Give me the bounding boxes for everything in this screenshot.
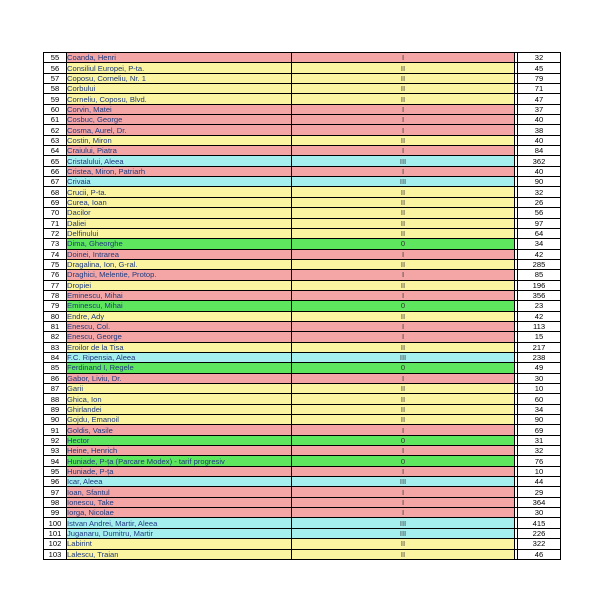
zone-cell: II <box>292 135 515 145</box>
street-name: Ghica, Ion <box>67 394 292 404</box>
table-row <box>44 332 561 342</box>
street-name: Costin, Miron <box>67 135 292 145</box>
row-number: 97 <box>44 487 67 497</box>
street-name: Huniade, P-ța <box>67 466 292 476</box>
places-count: 40 <box>518 135 561 145</box>
places-count: 97 <box>518 218 561 228</box>
table-row <box>44 446 561 456</box>
table-row <box>44 487 561 497</box>
zone-cell: II <box>292 415 515 425</box>
street-name: Istvan Andrei, Martir, Aleea <box>67 518 292 528</box>
street-name: F.C. Ripensia, Aleea <box>67 352 292 362</box>
places-count: 34 <box>518 404 561 414</box>
row-number: 83 <box>44 342 67 352</box>
table-row <box>44 166 561 176</box>
zone-cell: III <box>292 156 515 166</box>
table-row <box>44 208 561 218</box>
street-name: Crucii, P-ta. <box>67 187 292 197</box>
zone-cell: I <box>292 104 515 114</box>
zone-cell: III <box>292 528 515 538</box>
row-number: 63 <box>44 135 67 145</box>
table-row <box>44 477 561 487</box>
zone-cell: III <box>292 352 515 362</box>
street-name: Eminescu, Mihai <box>67 301 292 311</box>
places-count: 10 <box>518 384 561 394</box>
row-number: 89 <box>44 404 67 414</box>
row-number: 56 <box>44 63 67 73</box>
zone-cell: I <box>292 249 515 259</box>
street-name: Heine, Henrich <box>67 446 292 456</box>
street-name: Corneliu, Coposu, Blvd. <box>67 94 292 104</box>
zone-cell: II <box>292 394 515 404</box>
row-number: 60 <box>44 104 67 114</box>
row-number: 72 <box>44 228 67 238</box>
street-name: Hector <box>67 435 292 445</box>
table-row <box>44 146 561 156</box>
places-count: 44 <box>518 477 561 487</box>
table-row <box>44 63 561 73</box>
table-row <box>44 528 561 538</box>
places-count: 32 <box>518 187 561 197</box>
row-number: 68 <box>44 187 67 197</box>
row-number: 74 <box>44 249 67 259</box>
places-count: 32 <box>518 53 561 63</box>
table-row <box>44 197 561 207</box>
places-count: 56 <box>518 208 561 218</box>
places-count: 285 <box>518 259 561 269</box>
table-row <box>44 290 561 300</box>
places-count: 38 <box>518 125 561 135</box>
table-row <box>44 259 561 269</box>
street-name: Gojdu, Emanoil <box>67 415 292 425</box>
row-number: 69 <box>44 197 67 207</box>
row-number: 73 <box>44 239 67 249</box>
row-number: 57 <box>44 73 67 83</box>
zone-cell: I <box>292 373 515 383</box>
zone-cell: I <box>292 321 515 331</box>
street-name: Curea, Ioan <box>67 197 292 207</box>
places-count: 85 <box>518 270 561 280</box>
places-count: 226 <box>518 528 561 538</box>
places-count: 10 <box>518 466 561 476</box>
row-number: 95 <box>44 466 67 476</box>
street-name: Eroilor de la Tisa <box>67 342 292 352</box>
zone-cell: II <box>292 63 515 73</box>
zone-cell: II <box>292 404 515 414</box>
row-number: 84 <box>44 352 67 362</box>
street-name: Enescu, Col. <box>67 321 292 331</box>
places-count: 29 <box>518 487 561 497</box>
street-name: Endre, Ady <box>67 311 292 321</box>
row-number: 77 <box>44 280 67 290</box>
places-count: 42 <box>518 249 561 259</box>
places-count: 238 <box>518 352 561 362</box>
zone-cell: II <box>292 228 515 238</box>
street-name: Eminescu, Mihai <box>67 290 292 300</box>
zone-cell: I <box>292 332 515 342</box>
places-count: 76 <box>518 456 561 466</box>
places-count: 217 <box>518 342 561 352</box>
row-number: 96 <box>44 477 67 487</box>
places-count: 84 <box>518 146 561 156</box>
table-row <box>44 363 561 373</box>
table-row <box>44 384 561 394</box>
street-name: Cosbuc, George <box>67 115 292 125</box>
street-name: Ionescu, Take <box>67 497 292 507</box>
table-row <box>44 301 561 311</box>
table-row <box>44 539 561 549</box>
row-number: 61 <box>44 115 67 125</box>
row-number: 59 <box>44 94 67 104</box>
zone-cell: III <box>292 177 515 187</box>
table-row <box>44 549 561 559</box>
street-name: Dropiei <box>67 280 292 290</box>
row-number: 99 <box>44 508 67 518</box>
row-number: 70 <box>44 208 67 218</box>
table-row <box>44 404 561 414</box>
table-row <box>44 84 561 94</box>
zone-cell: II <box>292 311 515 321</box>
table-row <box>44 352 561 362</box>
places-count: 30 <box>518 508 561 518</box>
row-number: 87 <box>44 384 67 394</box>
street-name: Icar, Aleea <box>67 477 292 487</box>
table-row <box>44 425 561 435</box>
table-row <box>44 497 561 507</box>
table-row <box>44 249 561 259</box>
table-row <box>44 373 561 383</box>
table-row <box>44 115 561 125</box>
places-count: 15 <box>518 332 561 342</box>
street-name: Gabor, Liviu, Dr. <box>67 373 292 383</box>
table-row <box>44 415 561 425</box>
row-number: 58 <box>44 84 67 94</box>
zone-cell: I <box>292 446 515 456</box>
table-row <box>44 218 561 228</box>
row-number: 81 <box>44 321 67 331</box>
table-row <box>44 125 561 135</box>
row-number: 88 <box>44 394 67 404</box>
street-name: Iorga, Nicolae <box>67 508 292 518</box>
row-number: 92 <box>44 435 67 445</box>
table-row <box>44 135 561 145</box>
zone-cell: I <box>292 508 515 518</box>
street-name: Goldis, Vasile <box>67 425 292 435</box>
zone-cell: 0 <box>292 301 515 311</box>
row-number: 55 <box>44 53 67 63</box>
street-name: Dragalina, Ion, G-ral. <box>67 259 292 269</box>
row-number: 71 <box>44 218 67 228</box>
row-number: 85 <box>44 363 67 373</box>
zone-cell: I <box>292 487 515 497</box>
places-count: 196 <box>518 280 561 290</box>
row-number: 65 <box>44 156 67 166</box>
zone-cell: II <box>292 73 515 83</box>
zone-cell: I <box>292 425 515 435</box>
street-name: Huniade, P-ța (Parcare Modex) - tarif progresiv <box>67 456 292 466</box>
zone-cell: II <box>292 208 515 218</box>
row-number: 90 <box>44 415 67 425</box>
street-name: Lalescu, Traian <box>67 549 292 559</box>
street-name: Daliei <box>67 218 292 228</box>
places-count: 79 <box>518 73 561 83</box>
row-number: 91 <box>44 425 67 435</box>
street-name: Coanda, Henri <box>67 53 292 63</box>
table-row <box>44 53 561 63</box>
street-name: Garii <box>67 384 292 394</box>
street-name: Draghici, Melentie, Protop. <box>67 270 292 280</box>
table-row <box>44 394 561 404</box>
places-count: 113 <box>518 321 561 331</box>
table-row <box>44 239 561 249</box>
table-row <box>44 518 561 528</box>
places-count: 45 <box>518 63 561 73</box>
places-count: 90 <box>518 415 561 425</box>
zone-cell: II <box>292 218 515 228</box>
table-row <box>44 321 561 331</box>
zone-cell: I <box>292 466 515 476</box>
zone-cell: I <box>292 270 515 280</box>
zone-cell: 0 <box>292 239 515 249</box>
places-count: 49 <box>518 363 561 373</box>
street-name: Enescu, George <box>67 332 292 342</box>
street-name: Dima, Gheorghe <box>67 239 292 249</box>
table-row <box>44 311 561 321</box>
places-count: 40 <box>518 166 561 176</box>
row-number: 82 <box>44 332 67 342</box>
row-number: 62 <box>44 125 67 135</box>
street-name: Ioan, Sfantul <box>67 487 292 497</box>
places-count: 71 <box>518 84 561 94</box>
street-name: Ferdinand I, Regele <box>67 363 292 373</box>
places-count: 46 <box>518 549 561 559</box>
places-count: 26 <box>518 197 561 207</box>
places-count: 31 <box>518 435 561 445</box>
zone-cell: I <box>292 290 515 300</box>
row-number: 76 <box>44 270 67 280</box>
places-count: 415 <box>518 518 561 528</box>
street-name: Dacilor <box>67 208 292 218</box>
row-number: 100 <box>44 518 67 528</box>
zone-cell: 0 <box>292 456 515 466</box>
table-row <box>44 456 561 466</box>
zone-cell: I <box>292 125 515 135</box>
street-name: Juganaru, Dumitru, Martir <box>67 528 292 538</box>
table-row <box>44 73 561 83</box>
row-number: 103 <box>44 549 67 559</box>
street-name: Doinei, Intrarea <box>67 249 292 259</box>
table-row <box>44 228 561 238</box>
street-name: Corvin, Matei <box>67 104 292 114</box>
zone-cell: II <box>292 94 515 104</box>
street-name: Delfinului <box>67 228 292 238</box>
street-name: Labirint <box>67 539 292 549</box>
row-number: 94 <box>44 456 67 466</box>
row-number: 102 <box>44 539 67 549</box>
table-row <box>44 466 561 476</box>
table-row <box>44 270 561 280</box>
table-body <box>44 53 561 560</box>
table-row <box>44 508 561 518</box>
street-name: Cristalului, Aleea <box>67 156 292 166</box>
places-count: 37 <box>518 104 561 114</box>
street-name: Consiliul Europei, P-ta. <box>67 63 292 73</box>
zone-cell: II <box>292 539 515 549</box>
zone-cell: III <box>292 477 515 487</box>
zone-cell: I <box>292 146 515 156</box>
row-number: 93 <box>44 446 67 456</box>
row-number: 98 <box>44 497 67 507</box>
zone-cell: II <box>292 342 515 352</box>
table-row <box>44 187 561 197</box>
street-name: Coposu, Corneliu, Nr. 1 <box>67 73 292 83</box>
table-row <box>44 104 561 114</box>
table-row <box>44 94 561 104</box>
row-number: 78 <box>44 290 67 300</box>
row-number: 67 <box>44 177 67 187</box>
table-row <box>44 177 561 187</box>
places-count: 23 <box>518 301 561 311</box>
places-count: 34 <box>518 239 561 249</box>
places-count: 69 <box>518 425 561 435</box>
street-name: Ghirlandei <box>67 404 292 414</box>
places-count: 40 <box>518 115 561 125</box>
zone-cell: I <box>292 115 515 125</box>
zone-cell: II <box>292 384 515 394</box>
zone-cell: I <box>292 166 515 176</box>
zone-cell: 0 <box>292 435 515 445</box>
zone-cell: I <box>292 53 515 63</box>
places-count: 30 <box>518 373 561 383</box>
places-count: 356 <box>518 290 561 300</box>
places-count: 32 <box>518 446 561 456</box>
places-count: 64 <box>518 228 561 238</box>
places-count: 42 <box>518 311 561 321</box>
table-row <box>44 280 561 290</box>
street-name: Cristea, Miron, Patriarh <box>67 166 292 176</box>
row-number: 64 <box>44 146 67 156</box>
zone-cell: I <box>292 497 515 507</box>
street-name: Crivaia <box>67 177 292 187</box>
zone-cell: II <box>292 280 515 290</box>
street-name: Corbului <box>67 84 292 94</box>
street-name: Craiului, Piatra <box>67 146 292 156</box>
zone-cell: III <box>292 518 515 528</box>
row-number: 79 <box>44 301 67 311</box>
places-count: 364 <box>518 497 561 507</box>
row-number: 86 <box>44 373 67 383</box>
street-name: Cosma, Aurel, Dr. <box>67 125 292 135</box>
places-count: 47 <box>518 94 561 104</box>
table-row <box>44 156 561 166</box>
zone-cell: II <box>292 84 515 94</box>
row-number: 101 <box>44 528 67 538</box>
places-count: 322 <box>518 539 561 549</box>
zone-cell: II <box>292 197 515 207</box>
row-number: 66 <box>44 166 67 176</box>
row-number: 80 <box>44 311 67 321</box>
zone-cell: II <box>292 259 515 269</box>
row-number: 75 <box>44 259 67 269</box>
table-row <box>44 435 561 445</box>
zone-cell: 0 <box>292 363 515 373</box>
places-count: 90 <box>518 177 561 187</box>
zone-cell: II <box>292 187 515 197</box>
table-row <box>44 342 561 352</box>
places-count: 60 <box>518 394 561 404</box>
zone-cell: II <box>292 549 515 559</box>
parking-zones-table <box>43 52 561 560</box>
places-count: 362 <box>518 156 561 166</box>
